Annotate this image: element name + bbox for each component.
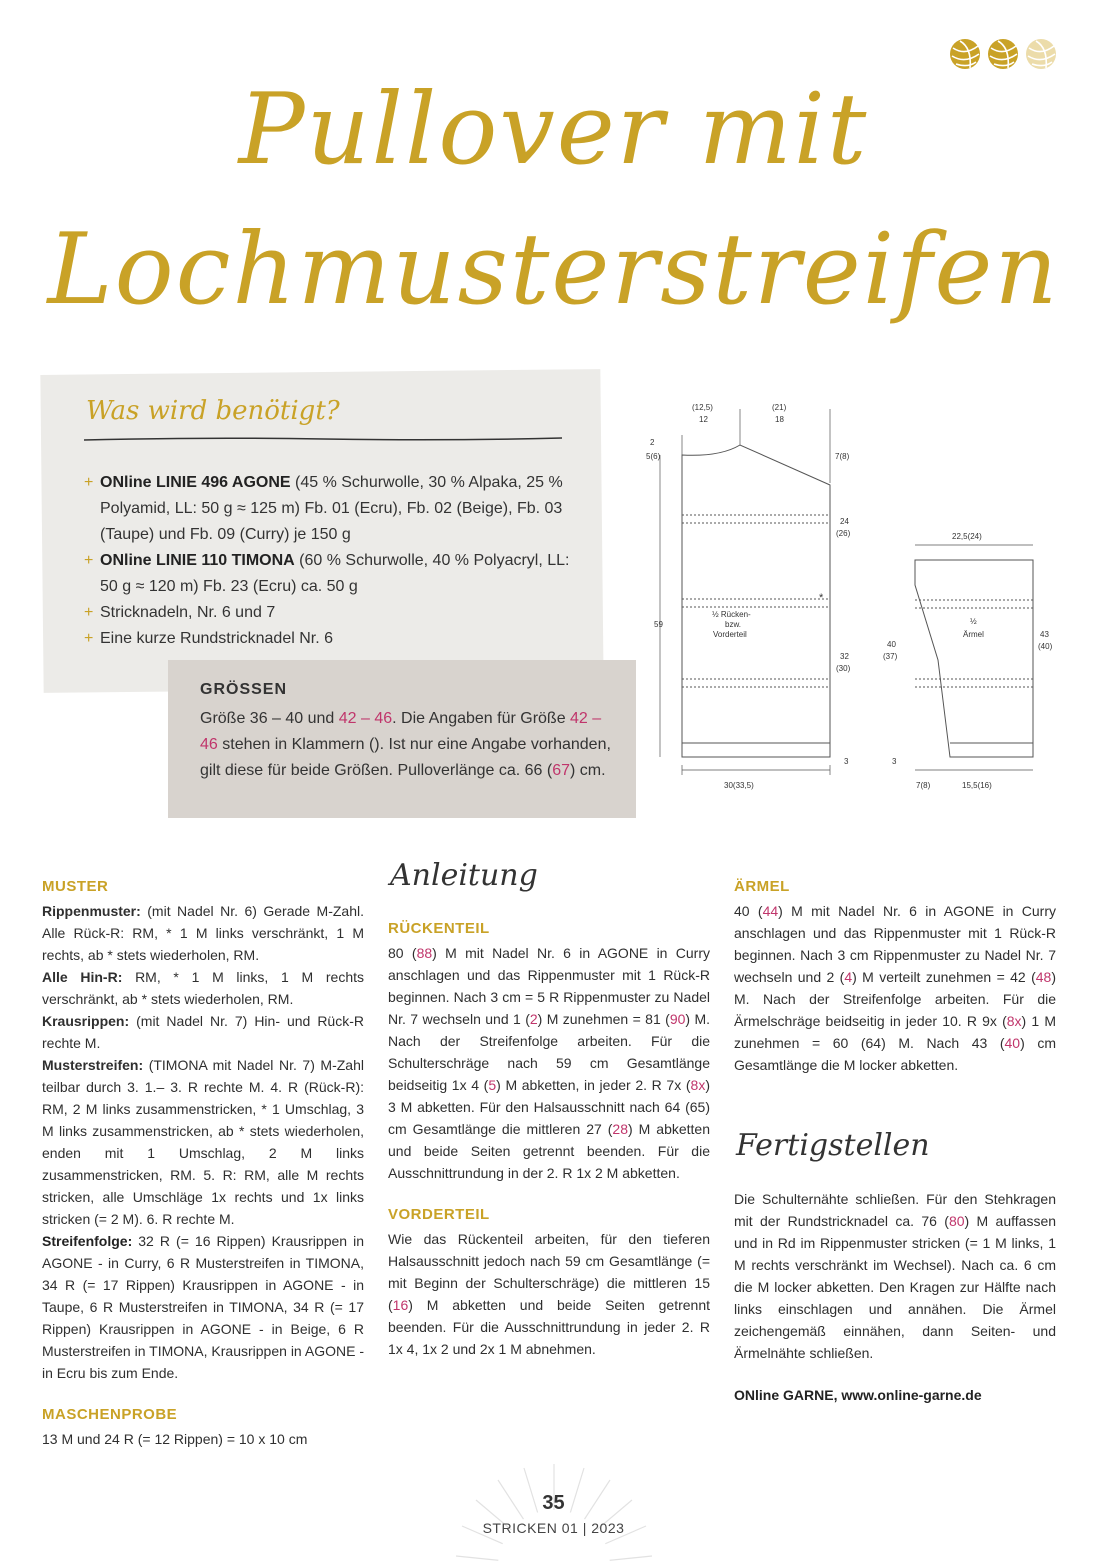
page-number: 35: [542, 1492, 565, 1514]
column-pattern: [42, 876, 364, 1450]
page-title-line-2: Lochmusterstreifen: [47, 213, 1060, 327]
plus-icon: +: [84, 552, 94, 569]
yarn-ball-icon: [988, 39, 1018, 69]
column-instructions: [388, 918, 710, 1360]
dim-label: (26): [836, 529, 851, 538]
column-finishing: [734, 1188, 1056, 1406]
dim-label: 12: [699, 415, 708, 424]
diagram-body-label: Vorderteil: [713, 630, 747, 639]
dim-label: (40): [1038, 642, 1053, 651]
finishing-heading: Fertigstellen: [736, 1128, 930, 1163]
section-heading-maschenprobe: MASCHENPROBE: [42, 1406, 178, 1423]
materials-item: + Stricknadeln, Nr. 6 und 7: [84, 600, 574, 626]
section-heading-muster: MUSTER: [42, 878, 109, 895]
dim-label: 59: [654, 620, 663, 629]
paragraph-maschenprobe: 13 M und 24 R (= 12 Rippen) = 10 x 10 cm: [42, 1431, 308, 1447]
dim-label: (12,5): [692, 403, 713, 412]
dim-label: 18: [775, 415, 784, 424]
diagram-body-label: bzw.: [725, 620, 742, 629]
diagram-sleeve-label: Ärmel: [963, 630, 984, 639]
section-heading-aermel: ÄRMEL: [734, 878, 790, 895]
dim-label: 7(8): [916, 781, 931, 790]
star-mark: *: [819, 592, 824, 604]
paragraph-rueckenteil: 80 (88) M mit Nadel Nr. 6 in AGONE in Curry anschlagen und das Rippenmuster mit 1 Rück-R beginnen. Nach 3 cm = 5 R Rippenmuster zu Nadel Nr. 7 wechseln und 1 (2) M zunehmen = 81 (90) M. Nach der Streifenfolge arbeiten. Für die Schulterschräge nach 59 cm Gesamtlänge beidseitig 1x 4 (5) M abketten, in jeder 2. R 7x (8x) 3 M abketten. Für den Halsausschnitt nach 64 (65) cm Gesamtlänge die mittleren 27 (28) M abketten und beide Seiten getrennt beenden. Für die Ausschnittrundung in der 2. R 1x 2 M abketten.: [388, 945, 711, 1181]
yarn-ball-icon: [1026, 39, 1056, 69]
materials-heading: Was wird benötigt?: [86, 396, 340, 426]
instructions-heading: Anleitung: [390, 858, 538, 893]
dim-label: 7(8): [835, 452, 850, 461]
dim-label: 30(33,5): [724, 781, 754, 790]
dim-label: 2: [650, 438, 655, 447]
dim-label: 43: [1040, 630, 1049, 639]
diagram-body-label: ½ Rücken-: [712, 610, 751, 619]
heading-underline: [84, 436, 562, 442]
yarn-ball-icon: [950, 39, 980, 69]
dim-label: 15,5(16): [962, 781, 992, 790]
pattern-diagram: [646, 395, 1070, 810]
plus-icon: +: [84, 604, 94, 621]
dim-label: 40: [887, 640, 896, 649]
materials-list: [84, 470, 574, 652]
paragraph-vorderteil: Wie das Rückenteil arbeiten, für den tieferen Halsausschnitt jedoch nach 59 cm Gesamtlänge (= mit Beginn der Schulterschräge) die mittleren 15 (16) M abketten und beide Seiten getrennt beenden. Für die Ausschnittrundung in jeder 2. R 1x 4, 1x 2 und 2x 1 M abnehmen.: [388, 1231, 710, 1357]
sizes-text: Größe 36 – 40 und 42 – 46. Die Angaben für Größe 42 – 46 stehen in Klammern (). Ist nur eine Angabe vorhanden, gilt diese für beide Größen. Pulloverlänge ca. 66 (67) cm.: [200, 710, 611, 779]
section-heading-vorderteil: VORDERTEIL: [388, 1206, 490, 1223]
dim-label: (37): [883, 652, 898, 661]
materials-item: + Eine kurze Rundstricknadel Nr. 6: [84, 626, 574, 652]
dim-label: 32: [840, 652, 849, 661]
dim-label: 22,5(24): [952, 532, 982, 541]
dim-label: (30): [836, 664, 851, 673]
dim-label: (21): [772, 403, 787, 412]
page-title-line-1: Pullover mit: [238, 73, 869, 187]
paragraph-fertigstellen: Die Schulternähte schließen. Für den Stehkragen mit der Rundstricknadel ca. 76 (80) M auffassen und in Rd im Rippenmuster stricken (= 1 M links, 1 M rechts verschränkt im Wechsel). Nach ca. 6 cm die M locker abketten. Den Kragen zur Hälfte nach links einschlagen und annähen. Die Ärmel zeichengemäß einnähen, dann Seiten- und Ärmelnähte schließen.: [734, 1191, 1057, 1361]
section-heading-rueckenteil: RÜCKENTEIL: [388, 920, 490, 937]
plus-icon: +: [84, 630, 94, 647]
yarn-balls-icon: [948, 36, 1060, 72]
materials-item: + ONline LINIE 496 AGONE (45 % Schurwolle, 30 % Alpaka, 25 % Polyamid, LL: 50 g ≈ 125 m) Fb. 01 (Ecru), Fb. 02 (Beige), Fb. 03 (Taupe) und Fb. 09 (Curry) je 150 g: [84, 470, 574, 548]
paragraph-hin-r: Alle Hin-R: RM, * 1 M links, 1 M rechts verschränkt, ab * stets wiederholen, RM.: [42, 969, 364, 1007]
paragraph-musterstreifen: Musterstreifen: (TIMONA mit Nadel Nr. 7) M-Zahl teilbar durch 3. 1.– 3. R rechte M. 4. R (Rück-R): RM, 2 M links zusammenstricken, * 1 Umschlag, 3 M links zusammenstricken, ab * stets wiederholen, enden mit 1 Umschlag, 2 M links zusammenstricken, RM. 5. R: RM, alle M rechts stricken, alle Umschläge 1x rechts und 1x links stricken (= 2 M). 6. R rechte M.: [42, 1057, 364, 1227]
dim-label: 3: [892, 757, 897, 766]
paragraph-streifenfolge: Streifenfolge: 32 R (= 16 Rippen) Krausrippen in AGONE - in Curry, 6 R Musterstreifen in TIMONA, 34 R (= 17 Rippen) Krausrippen in AGONE - in Taupe, 6 R Musterstreifen in TIMONA, 34 R (= 17 Rippen) Krausrippen in AGONE - in Beige, 6 R Musterstreifen in TIMONA, Krausrippen in AGONE - in Ecru bis zum Ende.: [42, 1233, 364, 1381]
materials-item: + ONline LINIE 110 TIMONA (60 % Schurwolle, 40 % Polyacryl, LL: 50 g ≈ 120 m) Fb. 23 (Ecru) ca. 50 g: [84, 548, 574, 600]
dim-label: 24: [840, 517, 849, 526]
dim-label: 3: [844, 757, 849, 766]
column-sleeve-finishing: [734, 876, 1056, 1076]
magazine-issue: STRICKEN 01 | 2023: [482, 1520, 625, 1536]
credit-line: ONline GARNE, www.online-garne.de: [734, 1387, 982, 1403]
diagram-sleeve-label: ½: [970, 617, 977, 626]
paragraph-rippenmuster: Rippenmuster: (mit Nadel Nr. 6) Gerade M-Zahl. Alle Rück-R: RM, * 1 M links verschränkt, 1 M rechts, ab * stets wiederholen, RM.: [42, 903, 364, 963]
dim-label: 5(6): [646, 452, 661, 461]
sizes-heading: GRÖSSEN: [200, 681, 288, 698]
paragraph-aermel: 40 (44) M mit Nadel Nr. 6 in AGONE in Curry anschlagen und das Rippenmuster mit 1 Rück-R beginnen. Nach 3 cm Rippenmuster zu Nadel Nr. 7 wechseln und 2 (4) M verteilt zunehmen = 42 (48) M. Nach der Streifenfolge arbeiten. Für die Ärmelschräge beidseitig in jeder 10. R 9x (8x) 1 M zunehmen = 60 (64) M. Nach 43 (40) cm Gesamtlänge die M locker abketten.: [734, 903, 1057, 1073]
plus-icon: +: [84, 474, 94, 491]
paragraph-krausrippen: Krausrippen: (mit Nadel Nr. 7) Hin- und Rück-R rechte M.: [42, 1013, 364, 1051]
